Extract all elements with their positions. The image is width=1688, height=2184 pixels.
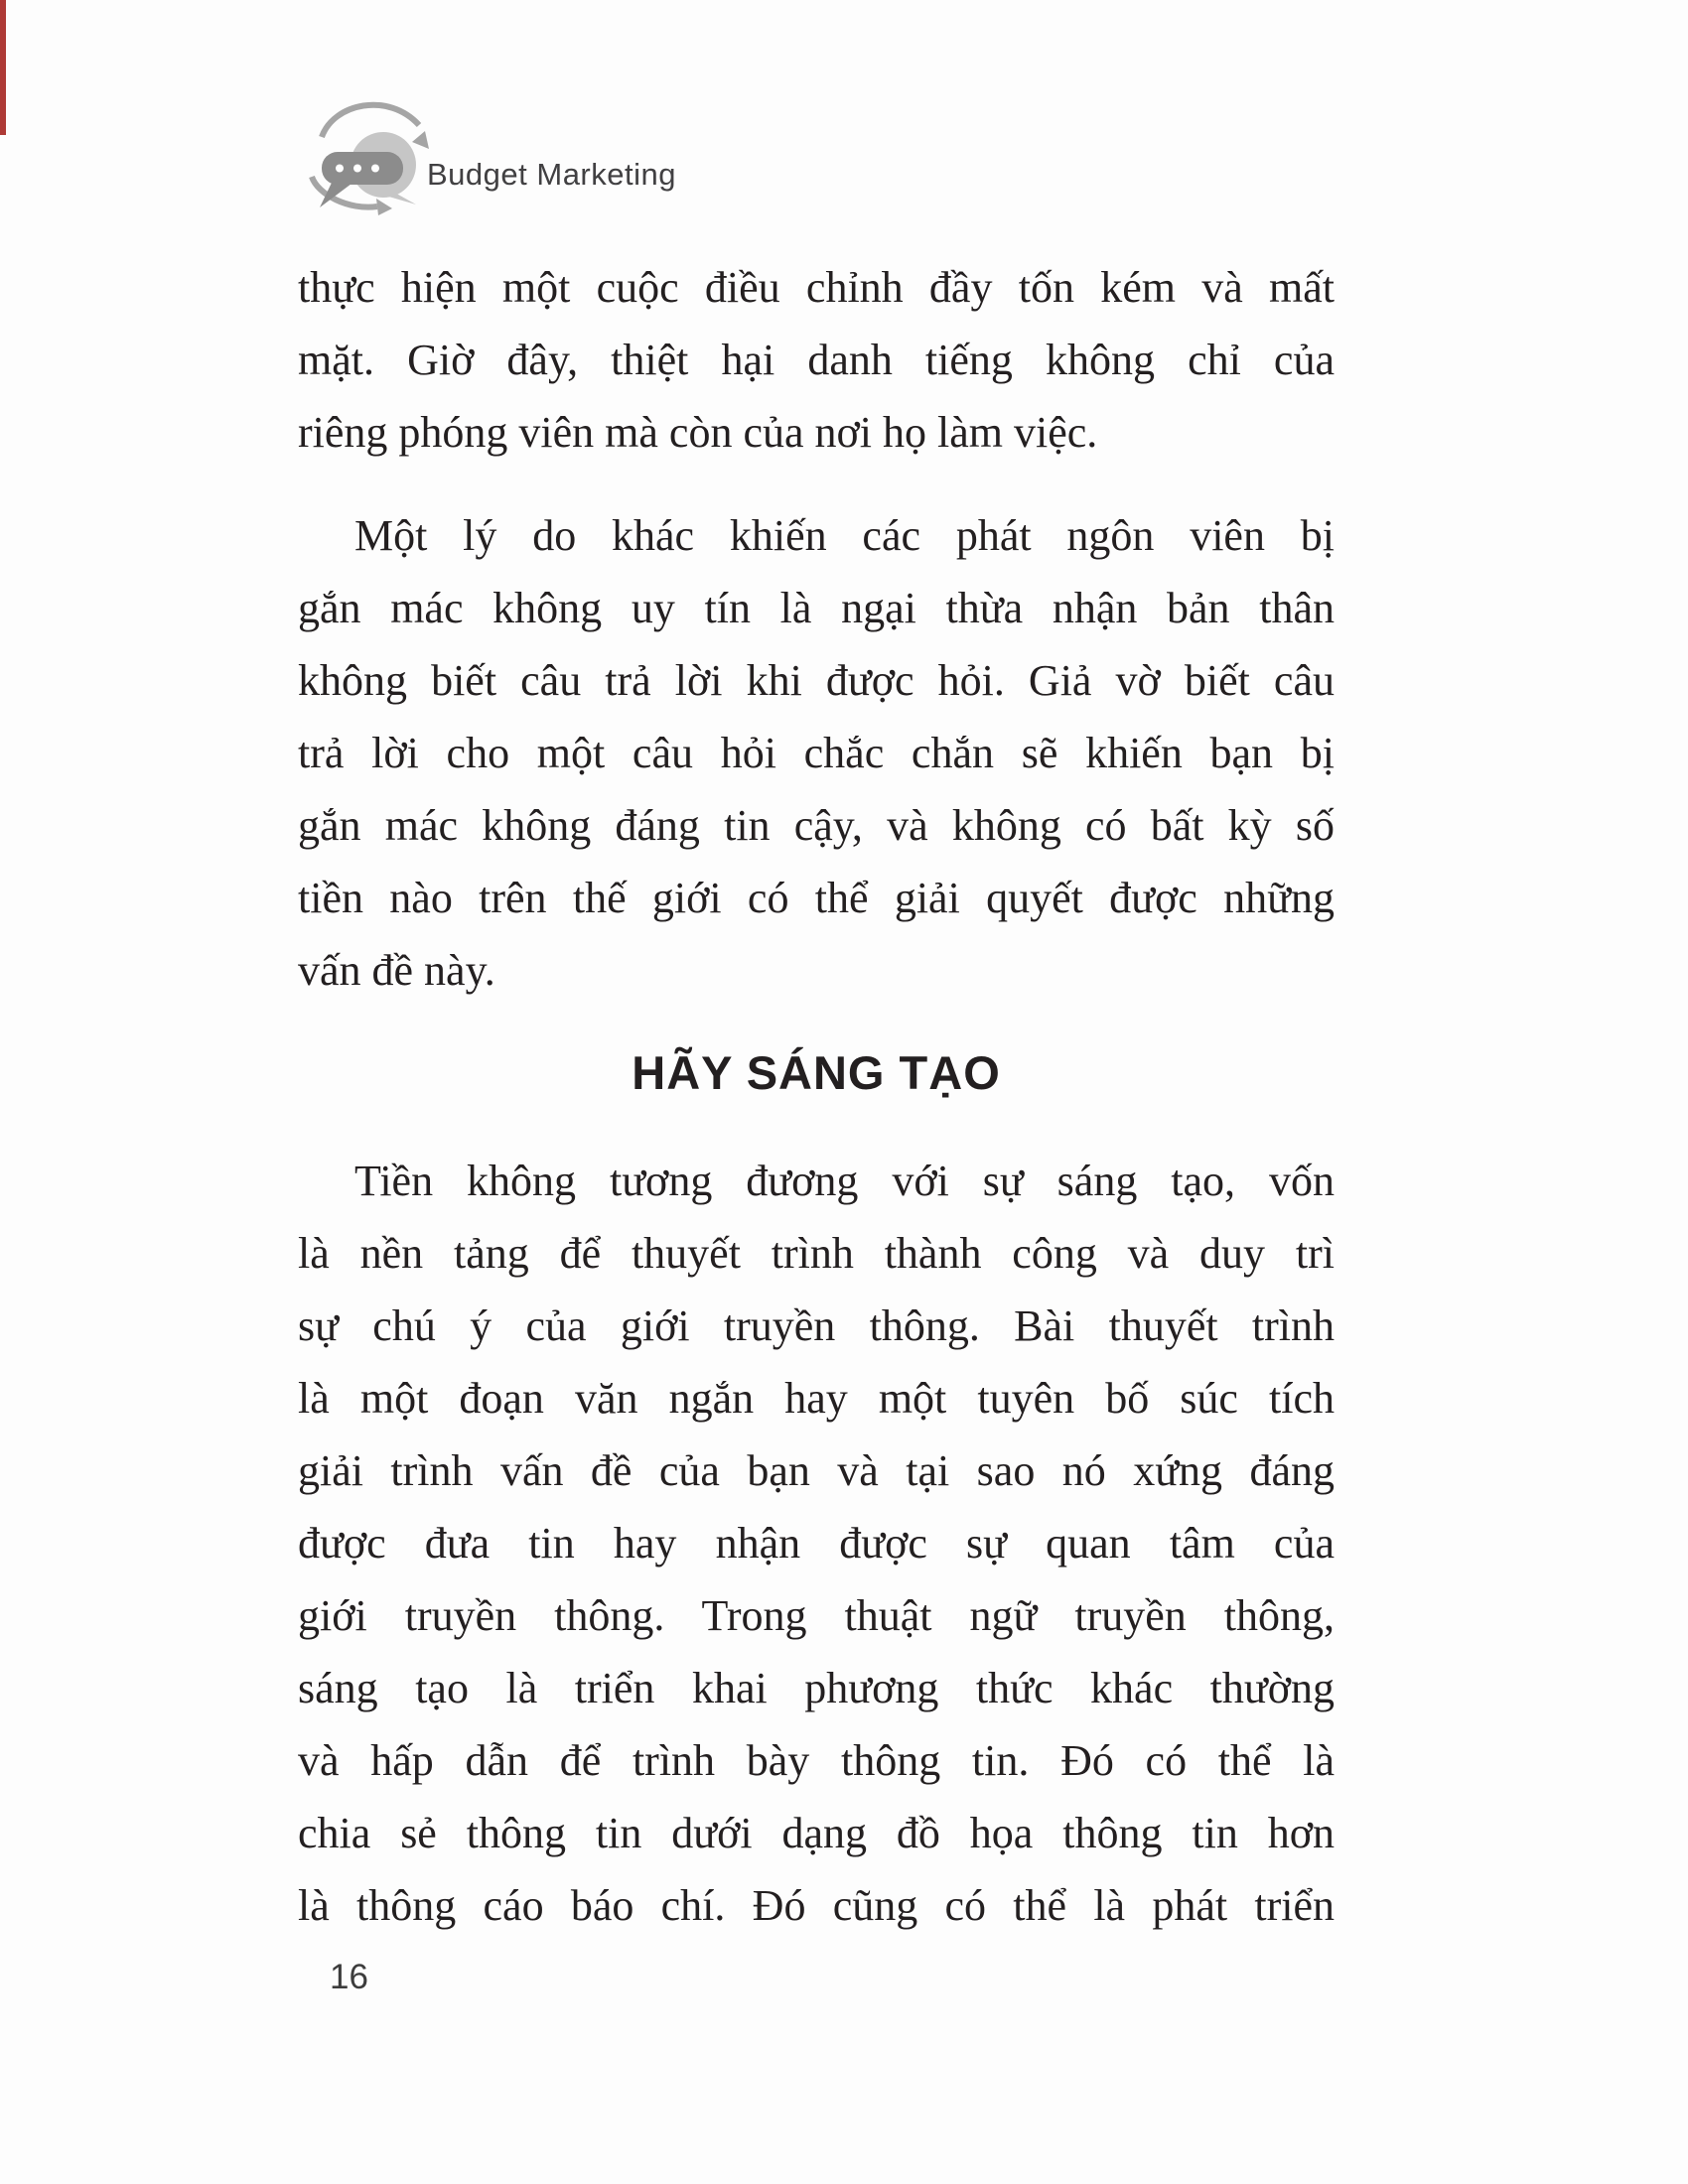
page-edge-artifact bbox=[0, 0, 6, 135]
text-line: thực hiện một cuộc điều chỉnh đầy tốn kém và mất bbox=[298, 263, 1335, 312]
text-line: và hấp dẫn để trình bày thông tin. Đó có thể là bbox=[298, 1736, 1335, 1785]
paragraph-3 bbox=[298, 1145, 1335, 1942]
brand-title: Budget Marketing bbox=[427, 157, 676, 192]
text-line: là thông cáo báo chí. Đó cũng có thể là phát triển bbox=[298, 1881, 1335, 1930]
text-line: giới truyền thông. Trong thuật ngữ truyền thông, bbox=[298, 1591, 1335, 1640]
text-line: trả lời cho một câu hỏi chắc chắn sẽ khiến bạn bị bbox=[298, 729, 1335, 777]
text-line: là nền tảng để thuyết trình thành công và duy trì bbox=[298, 1229, 1335, 1278]
page-number: 16 bbox=[330, 1958, 368, 1996]
text-line: gắn mác không đáng tin cậy, và không có bất kỳ số bbox=[298, 801, 1335, 850]
page-header bbox=[294, 95, 890, 224]
paragraph-2 bbox=[298, 499, 1335, 1007]
text-line: giải trình vấn đề của bạn và tại sao nó xứng đáng bbox=[298, 1446, 1335, 1495]
text-line: riêng phóng viên mà còn của nơi họ làm việc. bbox=[298, 408, 1098, 457]
section-heading: HÃY SÁNG TẠO bbox=[632, 1046, 1001, 1099]
text-line: sáng tạo là triển khai phương thức khác thường bbox=[298, 1664, 1335, 1712]
chat-bubbles-refresh-logo-icon bbox=[294, 95, 438, 220]
text-line: chia sẻ thông tin dưới dạng đồ họa thông tin hơn bbox=[298, 1809, 1335, 1857]
text-line: được đưa tin hay nhận được sự quan tâm của bbox=[298, 1519, 1335, 1568]
text-line: không biết câu trả lời khi được hỏi. Giả vờ biết câu bbox=[298, 656, 1335, 705]
text-line: Một lý do khác khiến các phát ngôn viên bị bbox=[354, 511, 1335, 560]
text-line: vấn đề này. bbox=[298, 946, 495, 995]
text-line: là một đoạn văn ngắn hay một tuyên bố súc tích bbox=[298, 1374, 1335, 1423]
text-line: mặt. Giờ đây, thiệt hại danh tiếng không chỉ của bbox=[298, 336, 1335, 384]
text-line: gắn mác không uy tín là ngại thừa nhận bản thân bbox=[298, 584, 1335, 632]
text-line: tiền nào trên thế giới có thể giải quyết được những bbox=[298, 874, 1335, 922]
text-line: Tiền không tương đương với sự sáng tạo, vốn bbox=[354, 1157, 1335, 1205]
text-line: sự chú ý của giới truyền thông. Bài thuyết trình bbox=[298, 1301, 1335, 1350]
paragraph-1 bbox=[298, 251, 1335, 469]
page-content bbox=[298, 251, 1335, 1942]
